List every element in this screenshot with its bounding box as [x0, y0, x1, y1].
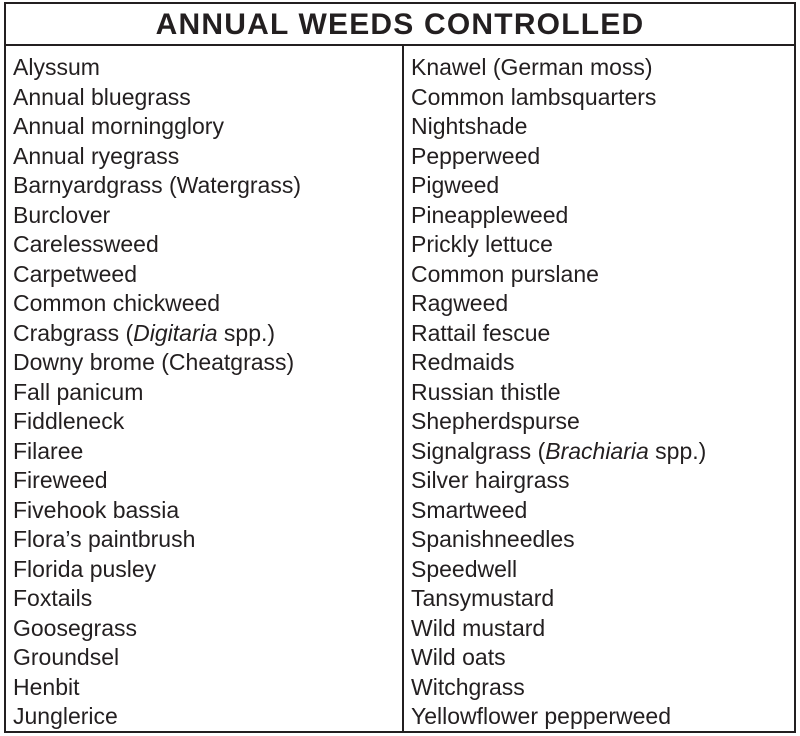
column-divider — [402, 46, 404, 731]
weed-item — [13, 319, 301, 349]
weed-item-pre: Spanishneedles — [411, 526, 575, 552]
weed-item — [13, 702, 301, 732]
weeds-table — [4, 2, 796, 733]
weed-item — [411, 407, 706, 437]
weed-item — [411, 702, 706, 732]
weed-item-pre: Burclover — [13, 201, 111, 228]
weed-item — [411, 260, 706, 290]
weed-item — [13, 348, 301, 378]
weed-item — [13, 437, 301, 467]
weed-item-pre: Wild mustard — [411, 614, 546, 641]
weed-item — [411, 584, 706, 614]
weed-item-post: spp.) — [217, 319, 276, 346]
weed-item-pre: Witchgrass — [411, 673, 525, 700]
weed-item — [13, 171, 301, 201]
weed-item-pre: Foxtails — [13, 585, 93, 611]
weed-item-pre: Henbit — [13, 673, 80, 700]
weed-item — [13, 673, 301, 703]
weed-item-pre: Knawel (German moss) — [411, 54, 653, 80]
weed-item — [411, 643, 706, 673]
weed-item-pre: Goosegrass — [13, 614, 138, 641]
weed-item-pre: Tansymustard — [411, 585, 555, 611]
weed-item — [13, 53, 301, 83]
weed-item — [13, 643, 301, 673]
weed-item-pre: Carelessweed — [13, 231, 159, 257]
weed-item — [13, 466, 301, 496]
weed-item — [13, 142, 301, 172]
weed-item-pre: Prickly lettuce — [411, 231, 553, 257]
weed-item-pre: Common purslane — [411, 260, 599, 287]
weed-item — [13, 525, 301, 555]
left-column — [13, 53, 301, 732]
weed-item-italic: Brachiaria — [545, 437, 649, 464]
weed-item — [411, 555, 706, 585]
weed-item-pre: Florida pusley — [13, 555, 157, 582]
weed-item-pre: Pepperweed — [411, 142, 541, 169]
weed-item — [411, 437, 706, 467]
weed-item — [411, 319, 706, 349]
weed-item-pre: Nightshade — [411, 113, 528, 139]
weed-item-pre: Ragweed — [411, 290, 509, 316]
weed-item-pre: Flora’s paintbrush — [13, 526, 196, 552]
weed-item — [411, 201, 706, 231]
weed-item-post: spp.) — [648, 437, 707, 464]
weed-item-pre: Downy brome (Cheatgrass) — [13, 349, 295, 375]
weed-item-pre: Alyssum — [13, 54, 100, 80]
weed-item — [411, 171, 706, 201]
weed-item — [411, 466, 706, 496]
weed-item — [13, 201, 301, 231]
weed-item-pre: Smartweed — [411, 496, 528, 523]
weed-item — [13, 83, 301, 113]
weed-item — [13, 230, 301, 260]
weed-item-pre: Annual bluegrass — [13, 83, 191, 110]
weed-item-pre: Pigweed — [411, 172, 500, 198]
weed-item-pre: Fiddleneck — [13, 408, 125, 434]
weed-item-pre: Silver hairgrass — [411, 467, 570, 493]
weed-item — [411, 289, 706, 319]
weed-item-pre: Wild oats — [411, 644, 506, 670]
table-title: ANNUAL WEEDS CONTROLLED — [6, 4, 794, 46]
weed-item — [411, 230, 706, 260]
weed-item-pre: Carpetweed — [13, 260, 138, 287]
weed-item — [13, 112, 301, 142]
weed-item-pre: Speedwell — [411, 555, 518, 582]
table-body — [6, 46, 794, 731]
weed-item-pre: Yellowflower pepperweed — [411, 703, 671, 729]
weed-item — [13, 378, 301, 408]
weed-item — [13, 289, 301, 319]
weed-item-pre: Barnyardgrass (Watergrass) — [13, 172, 302, 198]
weed-item-pre: Rattail fescue — [411, 319, 551, 346]
weed-item — [13, 555, 301, 585]
weed-item — [411, 83, 706, 113]
right-column — [411, 53, 706, 732]
weed-item-pre: Crabgrass ( — [13, 319, 134, 346]
weed-item-pre: Junglerice — [13, 703, 118, 729]
weed-item-pre: Shepherdspurse — [411, 408, 580, 434]
weed-item-pre: Pineappleweed — [411, 201, 569, 228]
weed-item — [13, 260, 301, 290]
weed-item — [411, 53, 706, 83]
weed-item-pre: Russian thistle — [411, 378, 561, 405]
weed-item — [13, 584, 301, 614]
weed-item-pre: Groundsel — [13, 644, 120, 670]
weed-item-pre: Signalgrass ( — [411, 437, 546, 464]
weed-item-pre: Annual morningglory — [13, 113, 224, 139]
weed-item-pre: Fireweed — [13, 467, 108, 493]
weed-item — [411, 525, 706, 555]
weed-item-pre: Common chickweed — [13, 290, 221, 316]
weed-item — [411, 378, 706, 408]
weed-item-pre: Fivehook bassia — [13, 496, 180, 523]
weed-item — [13, 407, 301, 437]
weed-item — [411, 614, 706, 644]
weed-item-pre: Filaree — [13, 437, 84, 464]
weed-item — [13, 614, 301, 644]
weed-item-pre: Redmaids — [411, 349, 515, 375]
weed-item — [13, 496, 301, 526]
weed-item — [411, 673, 706, 703]
weed-item-italic: Digitaria — [133, 319, 218, 346]
weed-item — [411, 142, 706, 172]
weed-item — [411, 496, 706, 526]
weed-item — [411, 112, 706, 142]
weed-item-pre: Annual ryegrass — [13, 142, 180, 169]
weed-item-pre: Fall panicum — [13, 378, 144, 405]
weed-item-pre: Common lambsquarters — [411, 83, 657, 110]
weed-item — [411, 348, 706, 378]
